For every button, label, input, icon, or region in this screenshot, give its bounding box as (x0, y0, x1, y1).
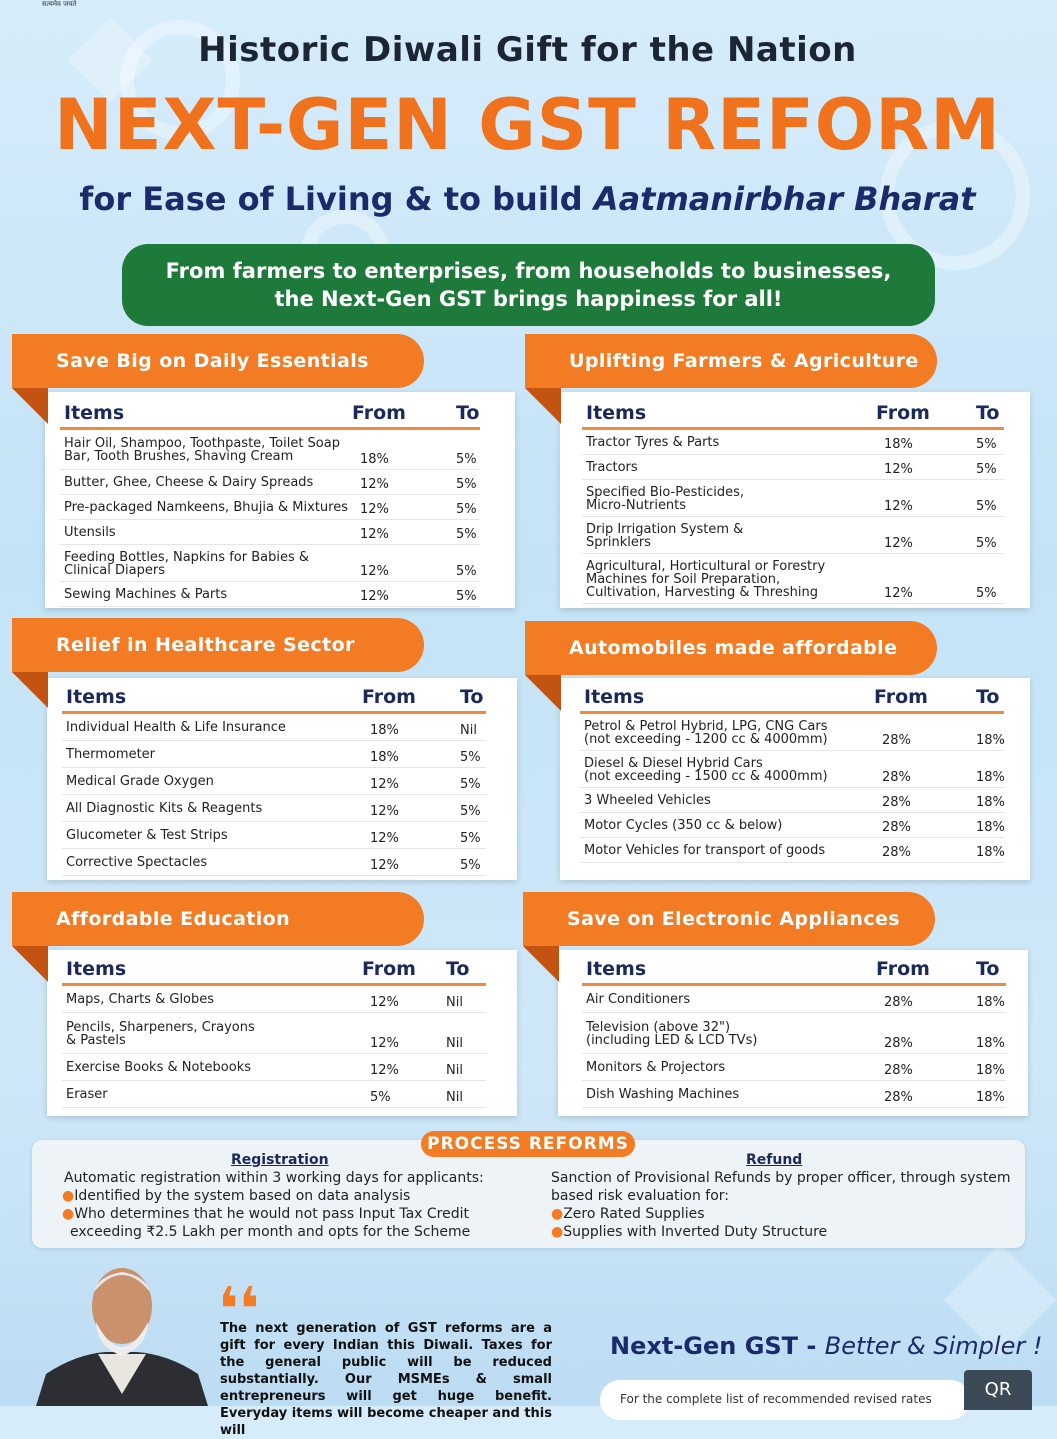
rate-table (62, 954, 486, 1108)
item-name: Glucometer & Test Strips (66, 828, 228, 843)
rate-from: 18% (360, 452, 389, 467)
rate-from: 28% (884, 1090, 913, 1105)
item-name: Television (above 32") (including LED & LCD TVs) (586, 1019, 758, 1048)
item-name: Motor Vehicles for transport of goods (584, 843, 826, 858)
ribbon-fold (523, 946, 559, 982)
rate-from: 12% (370, 995, 399, 1010)
table-row (580, 751, 1004, 788)
headline: Historic Diwali Gift for the Nation (198, 30, 857, 70)
item-name: Utensils (64, 525, 116, 540)
item-name: Butter, Ghee, Cheese & Dairy Spreads (64, 475, 314, 490)
rate-from: 12% (370, 1063, 399, 1078)
bullet-text: Zero Rated Supplies (563, 1206, 705, 1222)
rate-from: 18% (884, 437, 913, 452)
rate-table (582, 398, 1004, 604)
table-row (582, 480, 1004, 517)
rate-to: 18% (976, 1063, 1005, 1078)
section-title: Uplifting Farmers & Agriculture (525, 334, 937, 388)
rate-from: 28% (884, 1063, 913, 1078)
ribbon-fold (12, 672, 48, 708)
rate-to: 18% (976, 795, 1005, 810)
refund-bullet (551, 1206, 705, 1222)
rate-to: 5% (460, 858, 481, 873)
table-row (582, 430, 1004, 455)
rate-to: 5% (460, 831, 481, 846)
registration-bullet (62, 1188, 410, 1204)
rate-to: 5% (976, 536, 997, 551)
bullet-text: Identified by the system based on data analysis (74, 1188, 411, 1204)
rate-from: 28% (882, 845, 911, 860)
table-row (60, 520, 480, 545)
table-row (62, 768, 486, 795)
rate-from: 12% (370, 777, 399, 792)
column-header-to: To (456, 402, 480, 424)
rate-from: 12% (360, 477, 389, 492)
rate-to: 18% (976, 733, 1005, 748)
rate-to: 5% (456, 527, 477, 542)
table-row (582, 1013, 1006, 1054)
rate-to: 18% (976, 995, 1005, 1010)
table-row (62, 849, 486, 876)
column-header-from: From (362, 958, 416, 980)
table-row (60, 545, 480, 582)
bullet-text: Who determines that he would not pass Input Tax Credit (74, 1206, 469, 1222)
table-row (60, 470, 480, 495)
bullet-icon: ● (551, 1224, 564, 1240)
rate-to: Nil (460, 723, 477, 738)
table-row (62, 714, 486, 741)
item-name: Tractor Tyres & Parts (586, 435, 720, 450)
column-header-items: Items (66, 686, 127, 708)
table-row (582, 455, 1004, 480)
column-header-from: From (352, 402, 406, 424)
quote-icon: ❛❛ (218, 1275, 260, 1345)
rate-from: 12% (360, 502, 389, 517)
brand-name: Next-Gen GST (610, 1332, 799, 1360)
rate-from: 18% (370, 723, 399, 738)
table-header (580, 682, 1004, 714)
table-header (582, 954, 1006, 986)
item-name: Feeding Bottles, Napkins for Babies & Clinical Diapers (64, 549, 309, 578)
rate-to: 18% (976, 820, 1005, 835)
ribbon-fold (525, 388, 561, 424)
rate-from: 12% (360, 589, 389, 604)
item-name: Dish Washing Machines (586, 1087, 740, 1102)
rate-to: 18% (976, 1090, 1005, 1105)
footer-note: For the complete list of recommended revised rates (620, 1392, 932, 1406)
table-row (582, 986, 1006, 1013)
rate-to: 5% (460, 777, 481, 792)
section-title: Affordable Education (12, 892, 424, 946)
column-header-items: Items (64, 402, 125, 424)
column-header-from: From (876, 958, 930, 980)
bullet-icon: ● (62, 1206, 75, 1222)
brand-dash: - (798, 1332, 825, 1360)
item-name: Individual Health & Life Insurance (66, 720, 286, 735)
rate-to: 5% (460, 750, 481, 765)
table-row (582, 554, 1004, 604)
table-header (62, 682, 486, 714)
section-title: Save on Electronic Appliances (523, 892, 935, 946)
rate-from: 28% (882, 770, 911, 785)
item-name: Corrective Spectacles (66, 855, 208, 870)
rate-to: 5% (976, 437, 997, 452)
table-row (582, 1081, 1006, 1108)
section-title: Relief in Healthcare Sector (12, 618, 424, 672)
column-header-to: To (460, 686, 484, 708)
item-name: Diesel & Diesel Hybrid Cars (not exceeding - 1500 cc & 4000mm) (584, 755, 828, 784)
rate-from: 5% (370, 1090, 391, 1105)
table-header (60, 398, 480, 430)
rate-to: Nil (446, 1036, 463, 1051)
rate-table (582, 954, 1006, 1108)
table-row (62, 795, 486, 822)
table-row (580, 813, 1004, 838)
table-row (580, 788, 1004, 813)
column-header-from: From (874, 686, 928, 708)
item-name: Drip Irrigation System & Sprinklers (586, 521, 744, 550)
rate-from: 12% (370, 1036, 399, 1051)
item-name: Maps, Charts & Globes (66, 992, 215, 1007)
rate-from: 28% (884, 995, 913, 1010)
table-row (60, 582, 480, 607)
column-header-to: To (976, 958, 1000, 980)
rate-to: 5% (460, 804, 481, 819)
table-row (60, 495, 480, 520)
registration-intro: Automatic registration within 3 working days for applicants: (64, 1170, 484, 1186)
rate-to: 5% (456, 589, 477, 604)
rate-from: 12% (360, 564, 389, 579)
item-name: 3 Wheeled Vehicles (584, 793, 711, 808)
tagline (0, 180, 1055, 218)
refund-bullet (551, 1224, 827, 1240)
quote-text: The next generation of GST reforms are a gift for every Indian this Diwali. Taxes for the general public will be reduced substantially. Our MSMEs & small entrepreneurs will get huge benefit. Everyday items will become cheaper and this will (220, 1321, 552, 1438)
item-name: Agricultural, Horticultural or Forestry Machines for Soil Preparation, Cultivation, Harvesting & Threshing (586, 558, 826, 600)
item-name: Medical Grade Oxygen (66, 774, 214, 789)
rate-to: 18% (976, 770, 1005, 785)
item-name: Motor Cycles (350 cc & below) (584, 818, 783, 833)
bullet-icon: ● (551, 1206, 564, 1222)
banner-line: From farmers to enterprises, from households to businesses, (165, 259, 892, 283)
item-name: Eraser (66, 1087, 108, 1102)
rate-to: 5% (456, 452, 477, 467)
item-name: Tractors (586, 460, 638, 475)
rate-table (62, 682, 486, 876)
table-row (62, 1054, 486, 1081)
table-header (582, 398, 1004, 430)
main-title: NEXT-GEN GST REFORM (54, 84, 1001, 166)
column-header-to: To (976, 402, 1000, 424)
table-row (582, 517, 1004, 554)
table-row (580, 714, 1004, 751)
rate-to: 5% (976, 586, 997, 601)
rate-to: Nil (446, 995, 463, 1010)
rate-to: 18% (976, 845, 1005, 860)
rate-from: 12% (884, 499, 913, 514)
message-banner (122, 244, 935, 326)
brand-slogan: Better & Simpler ! (824, 1332, 1043, 1360)
item-name: Air Conditioners (586, 992, 691, 1007)
ribbon-fold (12, 946, 48, 982)
item-name: Petrol & Petrol Hybrid, LPG, CNG Cars (not exceeding - 1200 cc & 4000mm) (584, 718, 828, 747)
rate-from: 28% (882, 820, 911, 835)
rate-from: 12% (370, 858, 399, 873)
ribbon-fold (525, 675, 561, 711)
qr-code[interactable]: QR (964, 1370, 1032, 1410)
column-header-items: Items (66, 958, 127, 980)
registration-title: Registration (231, 1152, 329, 1168)
tagline-prefix: for Ease of Living & to build (79, 180, 594, 218)
item-name: Pencils, Sharpeners, Crayons & Pastels (66, 1019, 255, 1048)
rate-to: 5% (456, 477, 477, 492)
column-header-to: To (446, 958, 470, 980)
portrait-image (36, 1262, 208, 1406)
bullet-text: Supplies with Inverted Duty Structure (563, 1224, 828, 1240)
rate-to: 5% (976, 499, 997, 514)
table-row (62, 1081, 486, 1108)
item-name: All Diagnostic Kits & Reagents (66, 801, 263, 816)
table-row (60, 430, 480, 470)
item-name: Sewing Machines & Parts (64, 587, 228, 602)
table-row (582, 1054, 1006, 1081)
rate-from: 28% (882, 795, 911, 810)
rate-from: 12% (884, 586, 913, 601)
item-name: Monitors & Projectors (586, 1060, 726, 1075)
rate-from: 12% (360, 527, 389, 542)
rate-table (580, 682, 1004, 863)
registration-bullet-cont: exceeding ₹2.5 Lakh per month and opts for the Scheme (70, 1224, 471, 1240)
process-reforms-badge: PROCESS REFORMS (421, 1131, 635, 1157)
item-name: Hair Oil, Shampoo, Toothpaste, Toilet Soap Bar, Tooth Brushes, Shaving Cream (64, 436, 340, 464)
column-header-items: Items (586, 958, 647, 980)
rate-from: 12% (884, 536, 913, 551)
section-title: Save Big on Daily Essentials (12, 334, 424, 388)
rate-to: Nil (446, 1063, 463, 1078)
rate-from: 12% (884, 462, 913, 477)
bullet-icon: ● (62, 1188, 75, 1204)
column-header-items: Items (586, 402, 647, 424)
rate-to: 18% (976, 1036, 1005, 1051)
rate-from: 28% (884, 1036, 913, 1051)
table-header (62, 954, 486, 986)
table-row (62, 822, 486, 849)
table-row (580, 838, 1004, 863)
rate-from: 12% (370, 831, 399, 846)
column-header-from: From (876, 402, 930, 424)
table-row (62, 986, 486, 1013)
rate-table (60, 398, 480, 607)
banner-line: the Next-Gen GST brings happiness for all! (274, 287, 783, 311)
rate-to: 5% (976, 462, 997, 477)
rate-from: 28% (882, 733, 911, 748)
section-title: Automobiles made affordable (525, 621, 937, 675)
rate-to: Nil (446, 1090, 463, 1105)
table-row (62, 741, 486, 768)
column-header-items: Items (584, 686, 645, 708)
tagline-emphasis: Aatmanirbhar Bharat (593, 180, 976, 218)
item-name: Exercise Books & Notebooks (66, 1060, 251, 1075)
rate-from: 12% (370, 804, 399, 819)
rate-to: 5% (456, 564, 477, 579)
rate-from: 18% (370, 750, 399, 765)
rate-to: 5% (456, 502, 477, 517)
ribbon-fold (12, 388, 48, 424)
refund-title: Refund (746, 1152, 803, 1168)
registration-bullet (62, 1206, 469, 1222)
column-header-from: From (362, 686, 416, 708)
refund-intro: Sanction of Provisional Refunds by proper officer, through system (551, 1170, 1011, 1186)
item-name: Thermometer (66, 747, 156, 762)
refund-intro: based risk evaluation for: (551, 1188, 730, 1204)
item-name: Specified Bio-Pesticides, Micro-Nutrients (586, 484, 745, 513)
emblem-text: सत्यमेव जयते (42, 0, 77, 8)
item-name: Pre-packaged Namkeens, Bhujia & Mixtures (64, 500, 348, 515)
brand-line (610, 1332, 1042, 1360)
table-row (62, 1013, 486, 1054)
column-header-to: To (976, 686, 1000, 708)
